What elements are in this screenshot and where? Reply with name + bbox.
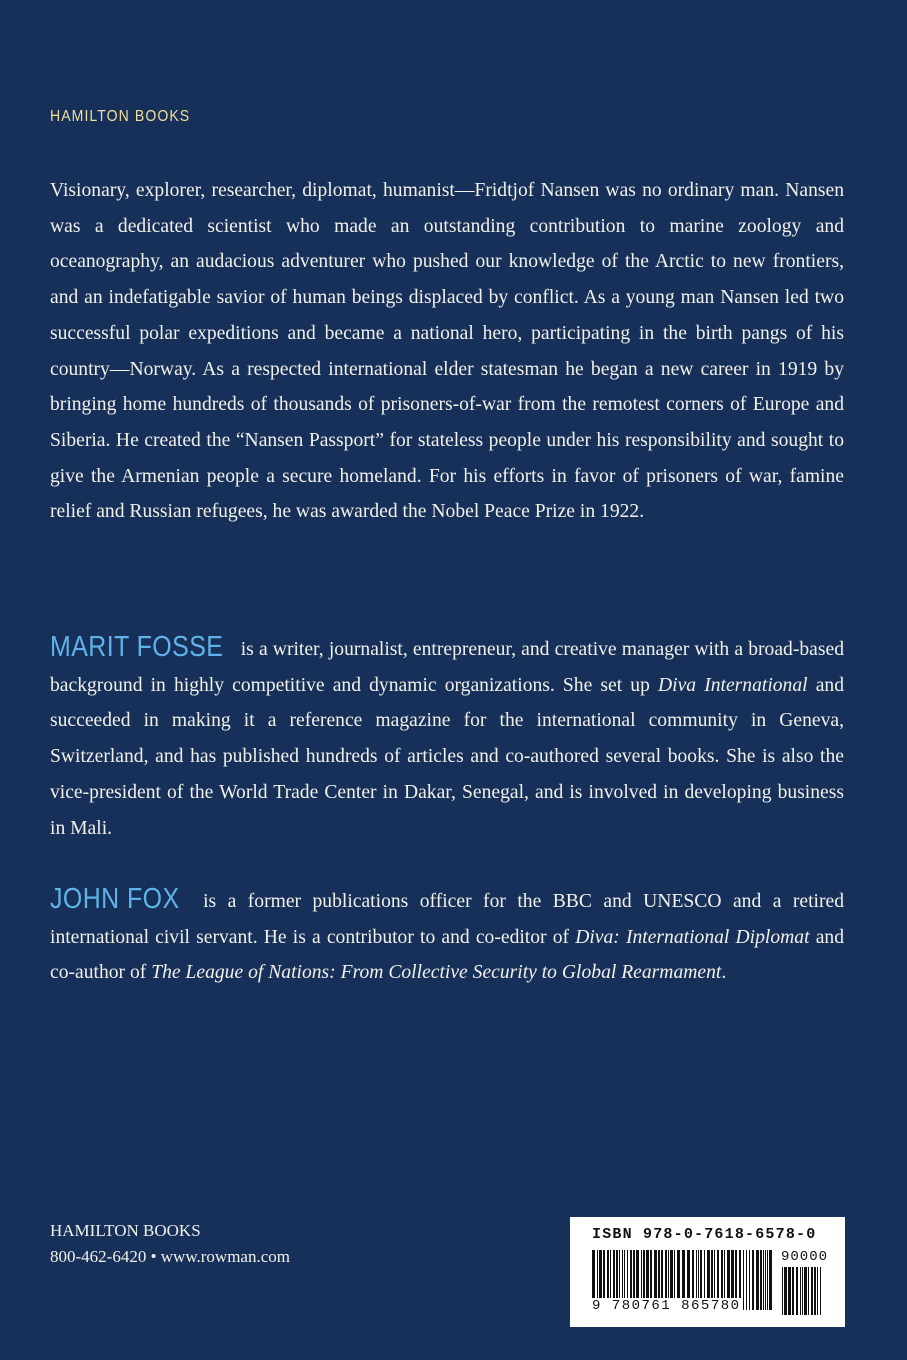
bio-italic-title: Diva International [658,674,808,696]
bio-text: and co-author of [50,926,844,984]
bio-text: . [721,962,727,984]
isbn-barcode [570,1217,845,1327]
publisher-name: HAMILTON BOOKS [50,1221,201,1240]
publisher-footer [50,1218,290,1270]
bio-italic-title: The League of Nations: From Collective Security to Global Rearmament [151,962,722,984]
bio-text: and succeeded in making it a reference magazine for the international community in Geneva, Switzerland, and has published hundreds of articles and co-authored several books. She is also the vice-president of the World Trade Center in Dakar, Senegal, and is involved in developing business in Mali. [50,674,845,839]
isbn-label: ISBN 978-0-7618-6578-0 [592,1226,817,1243]
author-bio-marit-fosse [50,632,844,846]
publisher-contact: 800-462-6420 • www.rowman.com [50,1247,290,1266]
author-bio-john-fox [50,884,844,991]
author-name-marit-fosse: MARIT FOSSE [50,631,224,663]
addon-barcode-bars [782,1267,824,1315]
bio-italic-title: Diva: International Diplomat [575,926,810,948]
bio-text: is a writer, journalist, entrepreneur, and creative manager with a broad-based background in highly competitive and dynamic organizations. She set up [50,639,844,696]
book-description: Visionary, explorer, researcher, diplomat, humanist—Fridtjof Nansen was no ordinary man. Nansen was a dedicated scientist who made an outstanding contribution to marine zoology and oceanography, an audacious adventurer who pushed our knowledge of the Arctic to new frontiers, and an indefatigable savior of human beings displaced by conflict. As a young man Nansen led two successful polar expeditions and became a national hero, participating in the birth pangs of his country—Norway. As a respected international elder statesman he began a new career in 1919 by bringing home hundreds of thousands of prisoners-of-war from the remotest corners of Europe and Siberia. He created the “Nansen Passport” for stateless people under his responsibility and sought to give the Armenian people a secure homeland. For his efforts in favor of prisoners of war, famine relief and Russian refugees, he was awarded the Nobel Peace Prize in 1922. [50,180,844,523]
author-name-john-fox: JOHN FOX [50,883,180,915]
bio-text: is a former publications officer for the BBC and UNESCO and a retired international civil servant. He is a contributor to and co-editor of [50,891,844,948]
barcode-digits: 9 780761 865780 [592,1298,741,1314]
publisher-header: HAMILTON BOOKS [50,108,191,125]
price-code: 90000 [781,1249,829,1265]
